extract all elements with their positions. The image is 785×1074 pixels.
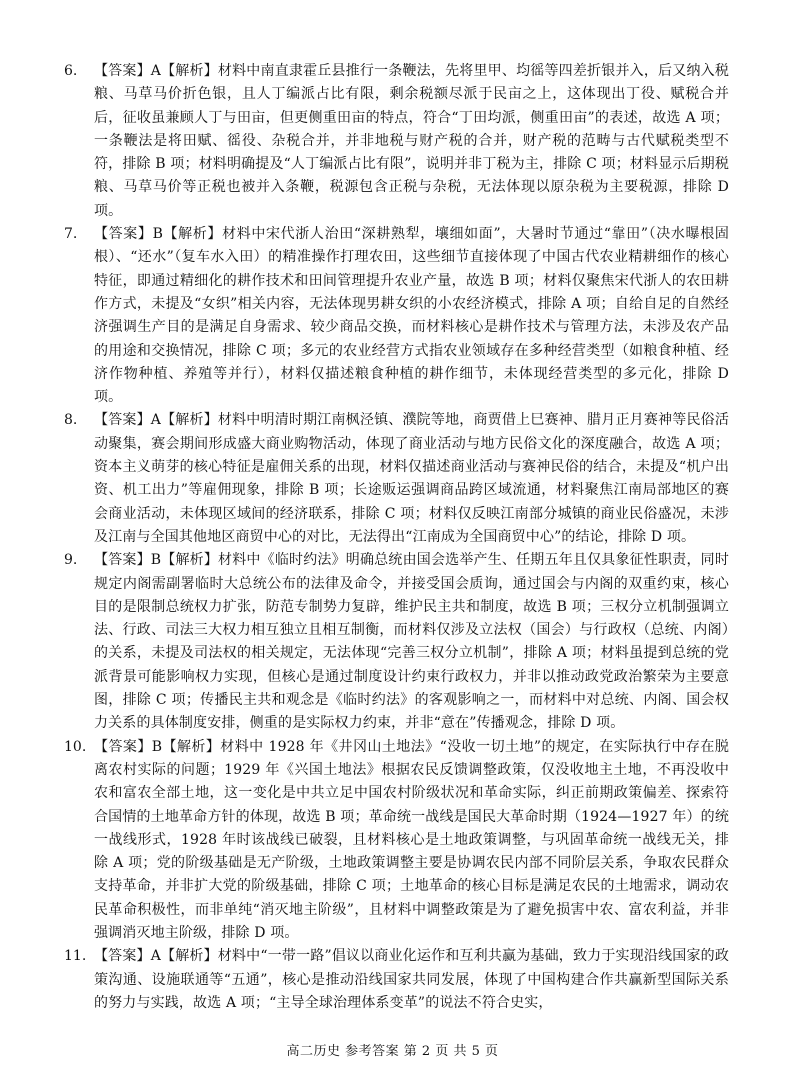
item-number: 9. <box>64 552 78 569</box>
answer-item-9 <box>64 549 729 735</box>
item-text: 【答案】A【解析】材料中明清时期江南枫泾镇、濮院等地，商贾借上巳赛神、腊月正月赛神等民俗活动聚集，赛会期间形成盛大商业购物活动，体现了商业活动与地方民俗文化的深度融合，故选 A 项；资本主义萌芽的核心特征是雇佣关系的出现，材料仅描述商业活动与赛神民俗的结合，未提及“机户出资、机工出力”等雇佣现象，排除 B 项；长途贩运强调商品跨区域流通，材料聚焦江南局部地区的赛会商业活动，未体现区域间的经济联系，排除 C 项；材料仅反映江南部分城镇的商业民俗盛况，未涉及江南与全国其他地区商贸中心的对比，无法得出“江南成为全国商贸中心”的结论，排除 D 项。 <box>94 412 729 545</box>
answer-item-10 <box>64 736 729 946</box>
item-text: 【答案】A【解析】材料中南直隶霍丘县推行一条鞭法，先将里甲、均徭等四差折银并入，后又纳入税粮、马草马价折色银，且人丁编派占比有限，剩余税额尽派于民亩之上，这体现出丁役、赋税合并后，征收虽兼顾人丁与田亩，但更侧重田亩的特点，符合“丁田均派，侧重田亩”的表述，故选 A 项；一条鞭法是将田赋、徭役、杂税合并，并非地税与财产税的合并，财产税的范畴与古代赋税类型不符，排除 B 项；材料明确提及“人丁编派占比有限”，说明并非丁税为主，排除 C 项；材料显示后期税粮、马草马价等正税也被并入条鞭，税源包含正税与杂税，无法体现以原杂税为主要税源，排除 D 项。 <box>94 63 729 219</box>
page-footer: 高二历史 参考答案 第 2 页 共 5 页 <box>286 1044 499 1059</box>
answer-item-8 <box>64 409 729 549</box>
item-text: 【答案】B【解析】材料中《临时约法》明确总统由国会选举产生、任期五年且仅具象征性职责，同时规定内阁需副署临时大总统公布的法律及命令，并接受国会质询，通过国会与内阁的双重约束，核心目的是限制总统权力扩张，防范专制势力复辟，维护民主共和制度，故选 B 项；三权分立机制强调立法、行政、司法三大权力相互独立且相互制衡，而材料仅涉及立法权（国会）与行政权（总统、内阁）的关系，未提及司法权的相关规定，无法体现“完善三权分立机制”，排除 A 项；材料虽提到总统的党派背景可能影响权力实现，但核心是通过制度设计约束行政权力，并非以推动政党政治繁荣为主要意图，排除 C 项；传播民主共和观念是《临时约法》的客观影响之一，而材料中对总统、内阁、国会权力关系的具体制度安排，侧重的是实际权力约束，并非“意在”传播观念，排除 D 项。 <box>94 552 729 732</box>
item-text: 【答案】B【解析】材料中 1928 年《井冈山土地法》“没收一切土地”的规定，在实际执行中存在脱离农村实际的问题；1929 年《兴国土地法》根据农民反馈调整政策，仅没收地主土地，不再没收中农和富农全部土地，这一变化是中共立足中国农村阶级状况和革命实际，纠正前期政策偏差、探索符合国情的土地革命方针的体现，故选 B 项；革命统一战线是国民大革命时期（1924—1927 年）的统一战线形式，1928 年时该战线已破裂，且材料核心是土地政策调整，与巩固革命统一战线无关，排除 A 项；党的阶级基础是无产阶级，土地政策调整主要是协调农民内部不同阶层关系，争取农民群众支持革命，并非扩大党的阶级基础，排除 C 项；土地革命的核心目标是满足农民的土地需求，调动农民革命积极性，而非单纯“消灭地主阶级”，且材料中调整政策是为了避免损害中农、富农利益，并非强调消灭地主阶级，排除 D 项。 <box>94 738 729 941</box>
item-number: 11. <box>64 948 87 965</box>
item-text: 【答案】A【解析】材料中“一带一路”倡议以商业化运作和互利共赢为基础，致力于实现沿线国家的政策沟通、设施联通等“五通”，核心是推动沿线国家共同发展，体现了中国构建合作共赢新型国际关系的努力与实践，故选 A 项；“主导全球治理体系变革”的说法不符合史实， <box>94 948 729 1011</box>
answer-item-7 <box>64 223 729 409</box>
item-text: 【答案】B【解析】材料中宋代浙人治田“深耕熟犁，壤细如面”，大暑时节通过“靠田”（决水曝根固根）、“还水”（复车水入田）的精准操作打理农田，这些细节直接体现了中国古代农业精耕细作的核心特征，即通过精细化的耕作技术和田间管理提升农业产量，故选 B 项；材料仅聚焦宋代浙人的农田耕作方式，未提及“女织”相关内容，无法体现男耕女织的小农经济模式，排除 A 项；自给自足的自然经济强调生产目的是满足自身需求、较少商品交换，而材料核心是耕作技术与管理方法，未涉及农产品的用途和交换情况，排除 C 项；多元的农业经营方式指农业领域存在多种经营类型（如粮食种植、经济作物种植、养殖等并行），材料仅描述粮食种植的耕作细节，未体现经营类型的多元化，排除 D 项。 <box>94 226 729 406</box>
item-number: 10. <box>64 738 87 755</box>
answer-item-6 <box>64 60 729 223</box>
item-number: 7. <box>64 226 78 243</box>
item-number: 6. <box>64 63 78 79</box>
answer-item-11 <box>64 945 729 1015</box>
item-number: 8. <box>64 412 78 429</box>
